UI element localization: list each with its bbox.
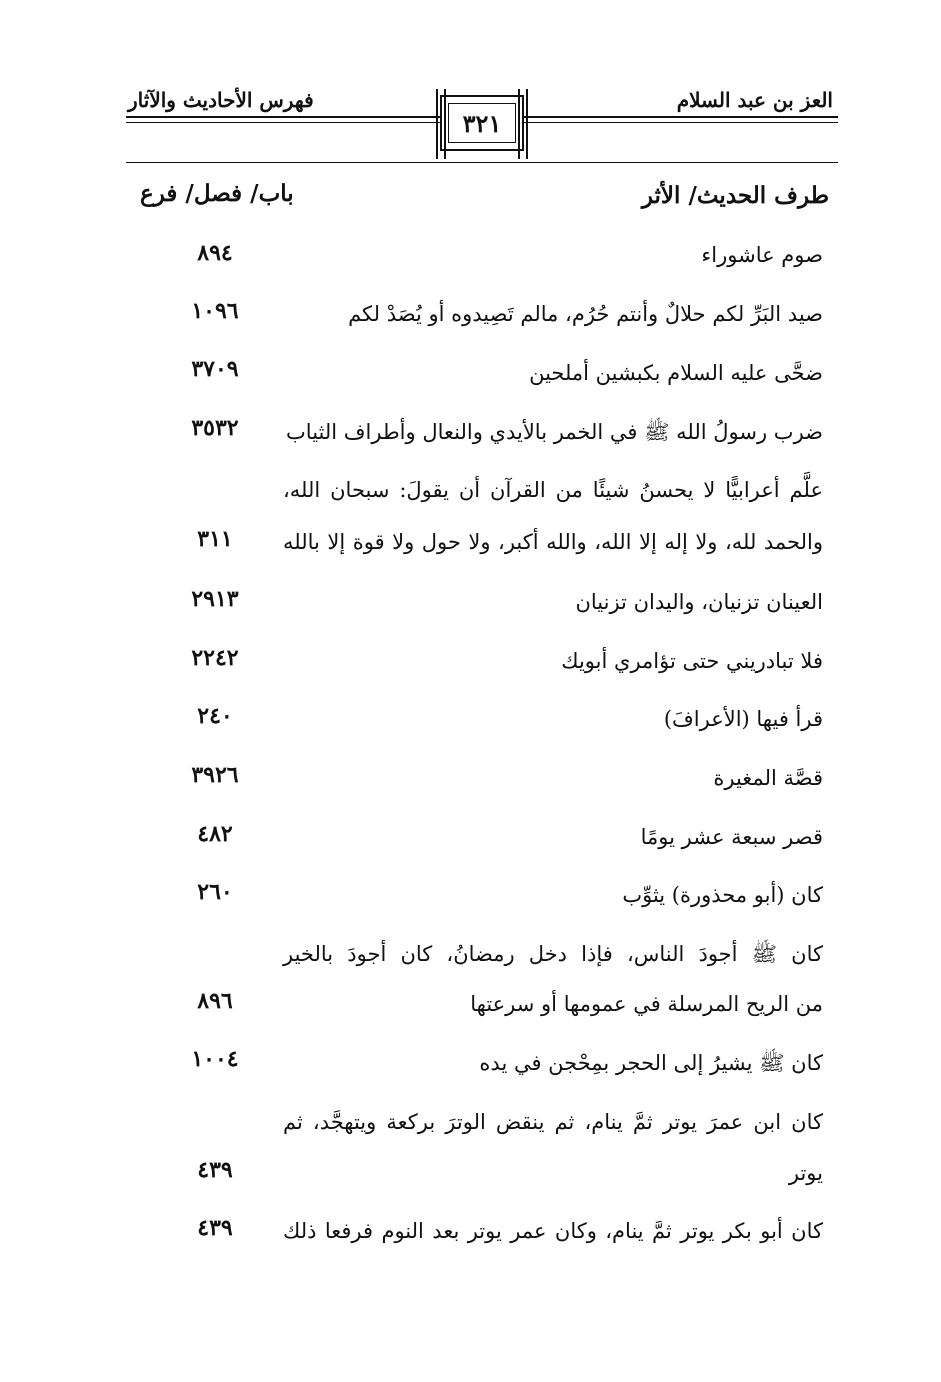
- header-rule-bottom-right: [524, 122, 838, 123]
- entry-ref: ٣٩٢٦: [191, 762, 239, 788]
- entry-ref: ٤٨٢: [197, 821, 233, 847]
- header-rule-top-left: [126, 116, 440, 118]
- entry-text: قرأ فيها (الأعرافَ): [663, 707, 823, 731]
- entry-ref: ٣٥٣٢: [191, 415, 239, 441]
- entry-ref: ١٠٠٤: [191, 1046, 239, 1072]
- column-heading-section: باب/ فصل/ فرع: [140, 180, 294, 207]
- index-title: فهرس الأحاديث والآثار: [128, 88, 314, 112]
- entry-ref: ٢٤٠: [197, 703, 233, 729]
- entry-text: العينان تزنيان، واليدان تزنيان: [575, 590, 823, 614]
- entry-ref: ٣٧٠٩: [191, 356, 239, 382]
- entry-ref: ٤٣٩: [197, 1215, 233, 1241]
- entry-text: قصَّة المغيرة: [713, 766, 823, 790]
- entry-text: قصر سبعة عشر يومًا: [640, 825, 823, 849]
- header-rule-bottom-left: [126, 122, 440, 123]
- entry-text: ضرب رسولُ الله ﷺ في الخمر بالأيدي والنعال وأطراف الثياب: [286, 420, 823, 444]
- entry-ref: ١٠٩٦: [191, 298, 239, 324]
- header-separator: [126, 162, 838, 163]
- header-rule-top-right: [524, 116, 838, 118]
- entry-text: فلا تبادريني حتى تؤامري أبويك: [561, 649, 823, 673]
- entry-ref: ٤٣٩: [197, 1157, 233, 1183]
- entry-text: كان ﷺ أجودَ الناس، فإذا دخل رمضانُ، كان أجودَ بالخير: [283, 942, 823, 966]
- frame-ornament-left: [436, 89, 446, 159]
- entry-text-continued: يوتر: [788, 1161, 823, 1185]
- frame-ornament-right: [518, 89, 528, 159]
- entry-text: ضحَّى عليه السلام بكبشين أملحين: [529, 361, 823, 385]
- entry-text: كان ﷺ يشيرُ إلى الحجر بمِحْجن في يده: [479, 1051, 823, 1075]
- page-number: ٣٢١: [448, 103, 516, 143]
- page-number-frame: [440, 95, 524, 151]
- book-title: العز بن عبد السلام: [676, 88, 833, 112]
- entry-ref: ٣١١: [197, 526, 233, 552]
- entry-text: علَّم أعرابيًّا لا يحسنُ شيئًا من القرآن أن يقولَ: سبحان الله،: [283, 478, 823, 502]
- entry-ref: ٢٩١٣: [191, 586, 239, 612]
- entry-text: كان (أبو محذورة) يثوِّب: [622, 883, 823, 907]
- entry-text: صوم عاشوراء: [701, 243, 823, 267]
- entry-ref: ٢٦٠: [197, 879, 233, 905]
- entry-ref: ٨٩٦: [197, 988, 233, 1014]
- column-heading-hadith: طرف الحديث/ الأثر: [641, 182, 829, 209]
- entry-text-continued: من الريح المرسلة في عمومها أو سرعتها: [470, 992, 823, 1016]
- entry-text: كان ابن عمرَ يوتر ثمَّ ينام، ثم ينقض الوترَ بركعة ويتهجَّد، ثم: [283, 1110, 823, 1134]
- entry-text-continued: والحمد لله، ولا إله إلا الله، والله أكبر، ولا حول ولا قوة إلا بالله: [283, 530, 823, 554]
- entry-ref: ٢٢٤٢: [191, 645, 239, 671]
- entry-text: كان أبو بكر يوتر ثمَّ ينام، وكان عمر يوتر بعد النوم فرفعا ذلك: [283, 1219, 823, 1243]
- entry-text: صيد البَرِّ لكم حلالٌ وأنتم حُرُم، مالم تَصِيدوه أو يُصَدْ لكم: [348, 302, 823, 326]
- entry-ref: ٨٩٤: [197, 240, 233, 266]
